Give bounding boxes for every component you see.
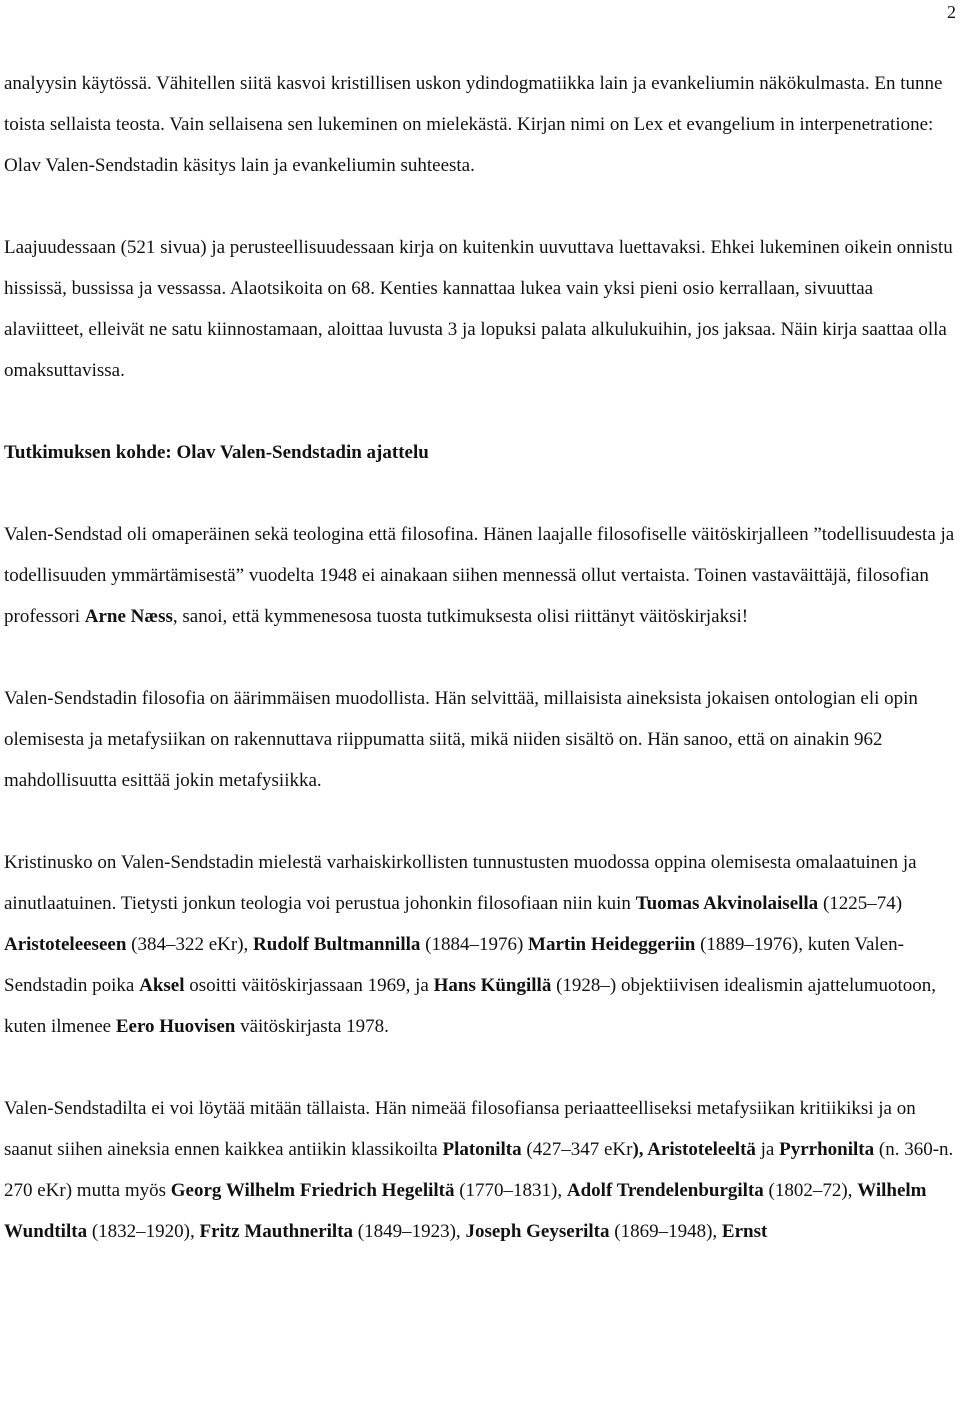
paragraph-valen-sendstad-philosopher: Valen-Sendstad oli omaperäinen sekä teologina että filosofina. Hänen laajalle filosofiselle väitöskirjalleen ”todellisuudesta ja todellisuuden ymmärtämisestä” vuodelta 1948 ei ainakaan siihen mennessä ollut vertaista. Toinen vastaväittäjä, filosofian professori Arne Næss, sanoi, että kymmenesosa tuosta tutkimuksesta olisi riittänyt väitöskirjaksi! — [4, 524, 955, 627]
paragraph-intro-continuation: analyysin käytössä. Vähitellen siitä kasvoi kristillisen uskon ydindogmatiikka lain ja evankeliumin näkökulmasta. En tunne toista sellaista teosta. Vain sellaisena sen lukeminen on mielekästä. Kirjan nimi on Lex et evangelium in interpenetratione: Olav Valen-Sendstadin käsitys lain ja evankeliumin suhteesta. — [4, 73, 943, 176]
name-hegel: Georg Wilhelm Friedrich Hegeliltä — [170, 1180, 455, 1201]
section-heading: Tutkimuksen kohde: Olav Valen-Sendstadin ajattelu — [4, 442, 429, 463]
name-trendelenburg: Adolf Trendelenburgilta — [566, 1180, 764, 1201]
paragraph-book-length: Laajuudessaan (521 sivua) ja perusteellisuudessaan kirja on kuitenkin uuvuttava luettavaksi. Ehkei lukeminen oikein onnistu hississä, bussissa ja vessassa. Alaotsikoita on 68. Kenties kannattaa lukea vain yksi pieni osio kerrallaan, sivuuttaa alaviitteet, elleivät ne satu kiinnostamaan, aloittaa luvusta 3 ja lopuksi palata alkulukuihin, jos jaksaa. Näin kirja saattaa olla omaksuttavissa. — [4, 237, 953, 381]
name-tuomas-akvinolainen: Tuomas Akvinolaisella — [635, 893, 819, 914]
document-body — [4, 63, 956, 1252]
name-eero-huovinen: Eero Huovisen — [115, 1016, 236, 1037]
name-pyrrhon: Pyrrhonilta — [779, 1139, 875, 1160]
paragraph-metaphysics-critique: Valen-Sendstadilta ei voi löytää mitään tällaista. Hän nimeää filosofiansa periaatteelliseksi metafysiikan kritiikiksi ja on saanut siihen aineksia ennen kaikkea antiikin klassikoilta Platonilta (427–347 eKr), Aristoteleeltä ja Pyrrhonilta (n. 360-n. 270 eKr) mutta myös Georg Wilhelm Friedrich Hegeliltä (1770–1831), Adolf Trendelenburgilta (1802–72), Wilhelm Wundtilta (1832–1920), Fritz Mauthnerilta (1849–1923), Joseph Geyserilta (1869–1948), Ernst — [4, 1098, 954, 1242]
name-aristoteles-2: ), Aristoteleeltä — [632, 1139, 756, 1160]
paragraph-christianity-uniqueness: Kristinusko on Valen-Sendstadin mielestä varhaiskirkollisten tunnustusten muodossa oppina olemisesta omalaatuinen ja ainutlaatuinen. Tietysti jonkun teologia voi perustua johonkin filosofiaan niin kuin Tuomas Akvinolaisella (1225–74) Aristoteleeseen (384–322 eKr), Rudolf Bultmannilla (1884–1976) Martin Heideggeriin (1889–1976), kuten Valen-Sendstadin poika Aksel osoitti väitöskirjassaan 1969, ja Hans Küngillä (1928–) objektiivisen idealismin ajattelumuotoon, kuten ilmenee Eero Huovisen väitöskirjasta 1978. — [4, 852, 937, 1037]
name-wundt: Wilhelm Wundtilta — [4, 1180, 927, 1242]
name-hans-kung: Hans Küngillä — [433, 975, 552, 996]
name-platon: Platonilta — [442, 1139, 522, 1160]
name-mauthner: Fritz Mauthnerilta — [199, 1221, 354, 1242]
name-aristoteles: Aristoteleeseen — [4, 934, 127, 955]
name-martin-heidegger: Martin Heideggeriin — [528, 934, 696, 955]
paragraph-formal-philosophy: Valen-Sendstadin filosofia on äärimmäisen muodollista. Hän selvittää, millaisista aineksista jokaisen ontologian eli opin olemisesta ja metafysiikan on rakennuttava riippumatta siitä, mikä niiden sisältö on. Hän sanoo, että on ainakin 962 mahdollisuutta esittää jokin metafysiikka. — [4, 688, 918, 791]
name-aksel: Aksel — [139, 975, 185, 996]
name-geyser: Joseph Geyserilta — [465, 1221, 610, 1242]
name-ernst: Ernst — [721, 1221, 768, 1242]
name-rudolf-bultmann: Rudolf Bultmannilla — [253, 934, 421, 955]
name-arne-naess: Arne Næss — [84, 606, 173, 627]
page-number: 2 — [947, 2, 956, 22]
